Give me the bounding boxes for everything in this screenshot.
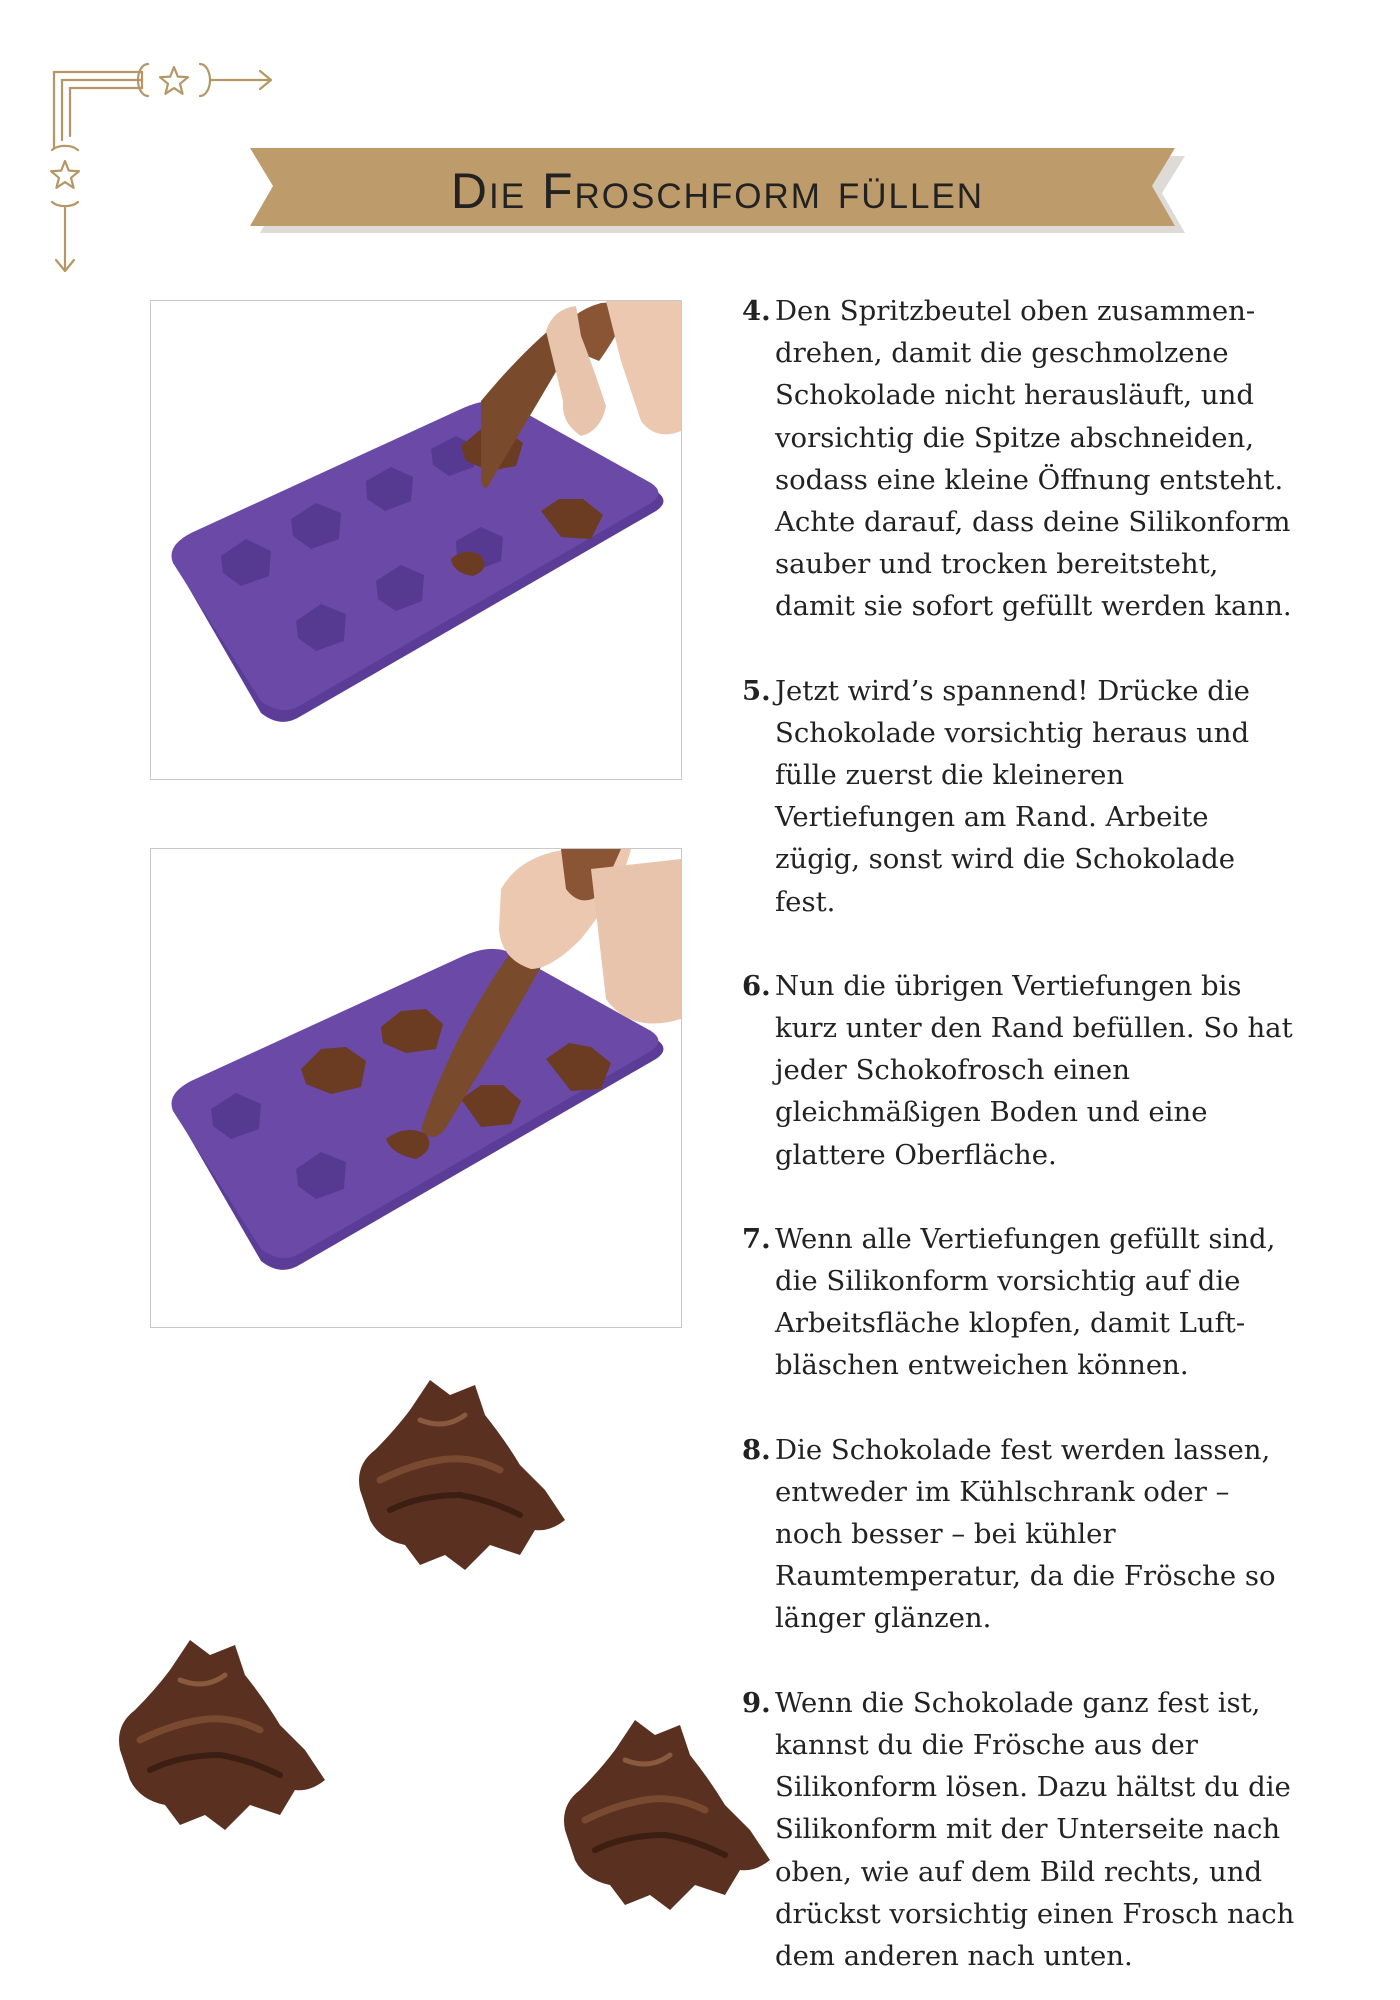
step-text: Wenn alle Vertiefungen gefüllt sind, die Silikonform vorsichtig auf die Arbeitsfläche klopfen, damit Luftbläschen entweichen können. xyxy=(775,1222,1276,1382)
step-text: Die Schokolade fest werden lassen, entweder im Kühlschrank oder – noch besser – bei kühler Raumtemperatur, da die Frösche so länger glänzen. xyxy=(775,1433,1276,1635)
photo-filling-mold-2 xyxy=(150,848,682,1328)
step-number: 4. xyxy=(742,295,771,327)
step-number: 8. xyxy=(742,1433,771,1466)
title-banner xyxy=(250,148,1185,233)
step-item xyxy=(742,1218,1302,1387)
step-list xyxy=(742,290,1302,1977)
step-text: Wenn die Schokolade ganz fest ist, kannst du die Frösche aus der Silikonform lösen. Dazu hältst du die Silikonform mit der Unterseite nach oben, wie auf dem Bild rechts, und drückst vorsichtig einen Frosch nach dem anderen nach unten. xyxy=(775,1686,1295,1972)
step-item xyxy=(742,965,1302,1176)
step-text: Jetzt wird’s spannend! Drücke die Schokolade vorsichtig heraus und fülle zuerst die kleineren Vertiefungen am Rand. Arbeite zügig, sonst wird die Schokolade fest. xyxy=(775,674,1250,918)
step-number: 5. xyxy=(742,674,771,707)
chocolate-frog-1 xyxy=(350,1370,570,1575)
chocolate-frog-2 xyxy=(110,1630,330,1835)
step-number: 7. xyxy=(742,1222,771,1255)
step-text: Nun die übrigen Vertiefungen bis kurz unter den Rand befüllen. So hat jeder Schokofrosch einen gleichmäßigen Boden und eine glattere Oberfläche. xyxy=(775,969,1293,1171)
step-text: Den Spritzbeutel oben zusammendrehen, damit die geschmolzene Schokolade nicht herausläuft, und vorsichtig die Spitze abschneiden, sodass eine kleine Öffnung entsteht. Achte darauf, dass deine Silikonform sauber und trocken bereitsteht, damit sie sofort gefüllt werden kann. xyxy=(775,295,1292,623)
star-icon xyxy=(51,67,188,188)
step-item xyxy=(742,1429,1302,1640)
step-item xyxy=(742,1682,1302,1977)
step-number: 9. xyxy=(742,1686,771,1719)
step-item xyxy=(742,290,1302,628)
step-item xyxy=(742,670,1302,923)
step-number: 6. xyxy=(742,969,771,1002)
photo-filling-mold-1 xyxy=(150,300,682,780)
page-title: Die Froschform füllen xyxy=(450,162,985,219)
